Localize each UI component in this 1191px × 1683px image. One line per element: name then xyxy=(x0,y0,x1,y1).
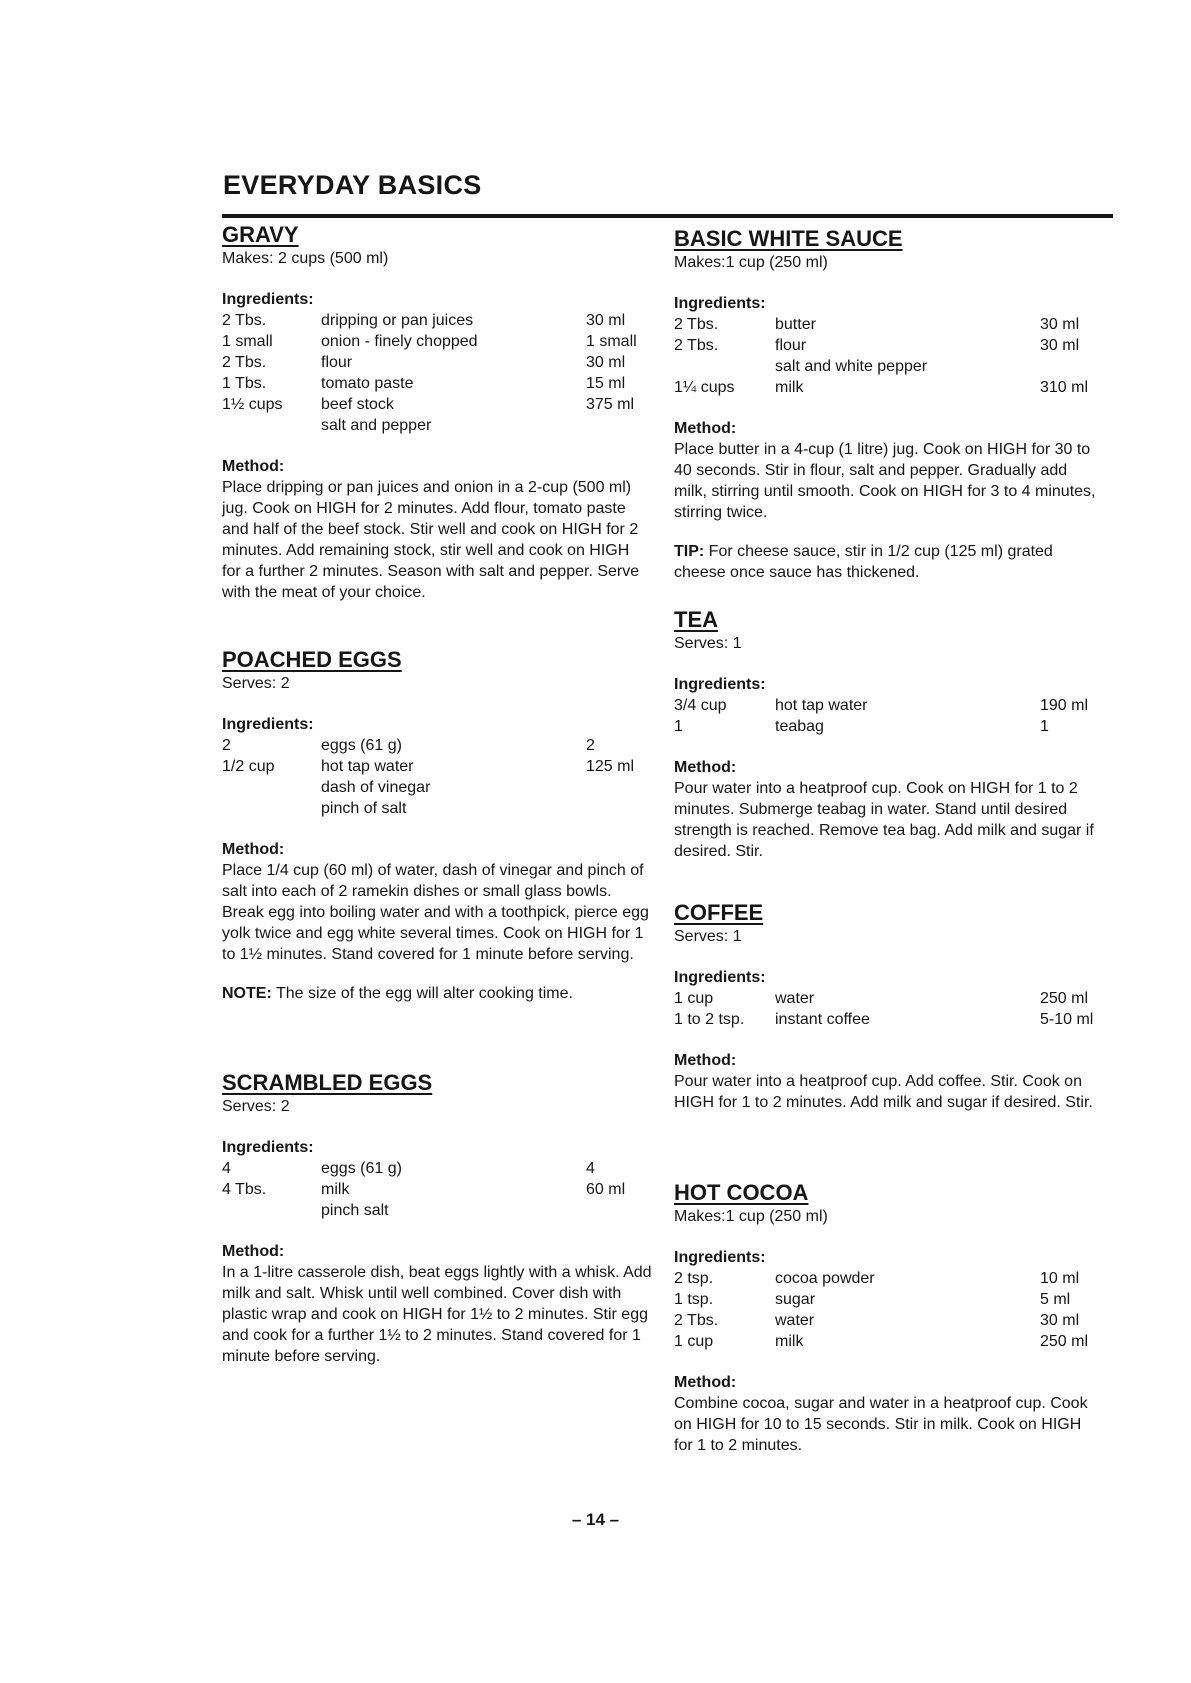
ingredient-item: pinch salt xyxy=(321,1202,389,1219)
ingredient-metric: 5 ml xyxy=(1040,1291,1071,1308)
ingredient-metric: 125 ml xyxy=(586,758,635,775)
ingredients-table xyxy=(674,314,1088,398)
ingredient-qty: 1 Tbs. xyxy=(222,375,267,392)
ingredient-item: onion - finely chopped xyxy=(321,333,478,350)
ingredient-row xyxy=(674,1331,1088,1352)
recipe-title: COFFEE xyxy=(674,900,764,925)
ingredient-row xyxy=(674,314,1088,335)
ingredient-row xyxy=(674,716,1088,737)
ingredient-row xyxy=(674,335,1088,356)
method-heading: Method: xyxy=(674,1052,737,1069)
method-text: Place butter in a 4-cup (1 litre) jug. Cook on HIGH for 30 to 40 seconds. Stir in flour, salt and pepper. Gradually add milk, stirring until smooth. Cook on HIGH for 3 to 4 minutes, stirring twice. xyxy=(674,441,1096,521)
recipe-title: GRAVY xyxy=(222,222,299,247)
ingredient-qty xyxy=(222,798,321,819)
ingredient-qty xyxy=(674,356,775,377)
ingredient-metric: 30 ml xyxy=(1040,1312,1080,1329)
note-label: NOTE: xyxy=(222,985,272,1002)
ingredient-row xyxy=(674,988,1093,1009)
ingredient-row xyxy=(674,377,1088,398)
method-heading: Method: xyxy=(222,841,285,858)
recipe-yield: Serves: 1 xyxy=(674,928,742,945)
ingredient-item: dash of vinegar xyxy=(321,779,431,796)
recipe-title: POACHED EGGS xyxy=(222,647,402,672)
recipe-title: SCRAMBLED EGGS xyxy=(222,1070,433,1095)
ingredient-row xyxy=(222,1158,625,1179)
ingredient-item: sugar xyxy=(775,1291,816,1308)
recipe-poached-eggs xyxy=(222,647,662,1004)
ingredient-qty: 1 small xyxy=(222,333,273,350)
ingredient-item: eggs (61 g) xyxy=(321,1160,402,1177)
ingredient-metric: 30 ml xyxy=(1040,316,1080,333)
ingredient-metric xyxy=(586,777,634,798)
ingredient-row xyxy=(222,331,637,352)
ingredient-item: salt and pepper xyxy=(321,417,432,434)
ingredient-qty: 3/4 cup xyxy=(674,697,727,714)
ingredients-table xyxy=(674,695,1088,737)
ingredient-row xyxy=(674,1310,1088,1331)
ingredient-qty: 2 Tbs. xyxy=(674,337,719,354)
note-text xyxy=(222,983,652,1004)
ingredient-item: salt and white pepper xyxy=(775,358,928,375)
ingredient-row xyxy=(222,777,634,798)
ingredient-metric: 5-10 ml xyxy=(1040,1011,1094,1028)
recipe-gravy xyxy=(222,222,662,603)
ingredient-item: teabag xyxy=(775,718,824,735)
ingredient-metric: 4 xyxy=(586,1160,595,1177)
ingredient-row xyxy=(674,356,1088,377)
ingredient-metric: 250 ml xyxy=(1040,990,1089,1007)
ingredient-row xyxy=(222,373,637,394)
ingredient-row xyxy=(222,394,637,415)
ingredient-item: milk xyxy=(775,379,804,396)
recipe-title: TEA xyxy=(674,607,718,632)
recipe-tea xyxy=(674,607,1114,862)
method-heading: Method: xyxy=(222,1243,285,1260)
tip-label: TIP: xyxy=(674,543,705,560)
ingredient-row xyxy=(222,310,637,331)
title-rule xyxy=(222,214,1113,218)
ingredients-heading: Ingredients: xyxy=(674,1249,766,1266)
recipe-yield: Makes:1 cup (250 ml) xyxy=(674,254,828,271)
ingredient-qty: 1 tsp. xyxy=(674,1291,714,1308)
note-body: The size of the egg will alter cooking time. xyxy=(271,985,573,1002)
recipe-yield: Makes: 2 cups (500 ml) xyxy=(222,250,389,267)
ingredient-row xyxy=(222,1179,625,1200)
ingredients-heading: Ingredients: xyxy=(674,969,766,986)
recipe-scrambled-eggs xyxy=(222,1070,662,1367)
ingredient-row xyxy=(222,735,634,756)
ingredient-item: butter xyxy=(775,316,816,333)
recipe-title: HOT COCOA xyxy=(674,1180,809,1205)
ingredient-row xyxy=(222,756,634,777)
method-heading: Method: xyxy=(674,420,737,437)
ingredient-row xyxy=(674,1268,1088,1289)
method-text: Pour water into a heatproof cup. Cook on HIGH for 1 to 2 minutes. Submerge teabag in water. Stand until desired strength is reached. Remove tea bag. Add milk and sugar if desired. Stir. xyxy=(674,780,1094,860)
method-text: Place dripping or pan juices and onion in a 2-cup (500 ml) jug. Cook on HIGH for 2 minutes. Add flour, tomato paste and half of the beef stock. Stir well and cook on HIGH for 2 minutes. Add remaining stock, stir well and cook on HIGH for a further 2 minutes. Season with salt and pepper. Serve with the meat of your choice. xyxy=(222,479,640,601)
ingredients-heading: Ingredients: xyxy=(222,291,314,308)
ingredients-table xyxy=(674,988,1093,1030)
page-title: EVERYDAY BASICS xyxy=(223,170,482,200)
recipe-yield: Serves: 2 xyxy=(222,1098,290,1115)
ingredients-heading: Ingredients: xyxy=(674,676,766,693)
ingredient-metric: 10 ml xyxy=(1040,1270,1080,1287)
ingredient-item: flour xyxy=(321,354,353,371)
ingredient-item: cocoa powder xyxy=(775,1270,875,1287)
ingredient-row xyxy=(674,695,1088,716)
ingredient-metric: 30 ml xyxy=(1040,337,1080,354)
ingredient-qty: 2 Tbs. xyxy=(674,1312,719,1329)
ingredient-metric: 15 ml xyxy=(586,375,626,392)
method-heading: Method: xyxy=(222,458,285,475)
recipe-yield: Serves: 2 xyxy=(222,675,290,692)
ingredient-qty: 1 cup xyxy=(674,1333,714,1350)
tip-text xyxy=(674,541,1104,583)
ingredient-qty: 4 Tbs. xyxy=(222,1181,267,1198)
ingredient-qty: 4 xyxy=(222,1160,231,1177)
ingredient-metric: 30 ml xyxy=(586,354,626,371)
ingredient-qty: 1 cup xyxy=(674,990,714,1007)
ingredient-item: hot tap water xyxy=(321,758,414,775)
ingredient-qty xyxy=(222,415,321,436)
ingredient-qty: 1½ cups xyxy=(222,396,283,413)
recipe-yield: Makes:1 cup (250 ml) xyxy=(674,1208,828,1225)
ingredient-item: eggs (61 g) xyxy=(321,737,402,754)
ingredient-qty: 1/2 cup xyxy=(222,758,275,775)
ingredients-table xyxy=(222,310,637,436)
ingredient-metric: 250 ml xyxy=(1040,1333,1089,1350)
ingredient-item: flour xyxy=(775,337,807,354)
ingredient-item: pinch of salt xyxy=(321,800,407,817)
ingredient-qty: 2 Tbs. xyxy=(222,312,267,329)
ingredient-item: beef stock xyxy=(321,396,394,413)
ingredient-qty: 2 tsp. xyxy=(674,1270,714,1287)
method-text: Place 1/4 cup (60 ml) of water, dash of vinegar and pinch of salt into each of 2 ramekin dishes or small glass bowls. Break egg into boiling water and with a toothpick, pierce egg yolk twice and egg white several times. Cook on HIGH for 1 to 1½ minutes. Stand covered for 1 minute before serving. xyxy=(222,862,649,963)
ingredient-metric: 1 xyxy=(1040,718,1049,735)
ingredient-item: milk xyxy=(321,1181,350,1198)
ingredient-metric: 2 xyxy=(586,737,595,754)
ingredient-qty: 2 Tbs. xyxy=(674,316,719,333)
ingredients-heading: Ingredients: xyxy=(222,1139,314,1156)
ingredient-metric xyxy=(1040,356,1088,377)
ingredient-row xyxy=(222,352,637,373)
ingredient-row xyxy=(222,1200,625,1221)
method-heading: Method: xyxy=(674,759,737,776)
ingredient-qty xyxy=(222,1200,321,1221)
ingredient-metric xyxy=(586,1200,625,1221)
recipe-basic-white-sauce xyxy=(674,226,1114,583)
ingredients-table xyxy=(674,1268,1088,1352)
ingredients-table xyxy=(222,1158,625,1221)
ingredient-row xyxy=(222,415,637,436)
tip-body: For cheese sauce, stir in 1/2 cup (125 ml) grated cheese once sauce has thickened. xyxy=(674,543,1053,581)
ingredient-metric: 310 ml xyxy=(1040,379,1089,396)
method-text: Pour water into a heatproof cup. Add coffee. Stir. Cook on HIGH for 1 to 2 minutes. Add milk and sugar if desired. Stir. xyxy=(674,1073,1093,1111)
ingredient-item: instant coffee xyxy=(775,1011,870,1028)
ingredient-item: tomato paste xyxy=(321,375,414,392)
ingredient-metric: 1 small xyxy=(586,333,637,350)
recipe-title: BASIC WHITE SAUCE xyxy=(674,226,903,251)
ingredient-qty: 1¼ cups xyxy=(674,379,735,396)
ingredient-metric: 375 ml xyxy=(586,396,635,413)
recipe-coffee xyxy=(674,900,1114,1113)
ingredient-row xyxy=(674,1289,1088,1310)
page-number: – 14 – xyxy=(571,1510,620,1529)
method-heading: Method: xyxy=(674,1374,737,1391)
ingredient-metric xyxy=(586,798,634,819)
ingredient-qty xyxy=(222,777,321,798)
ingredient-item: water xyxy=(775,1312,815,1329)
ingredient-row xyxy=(674,1009,1093,1030)
recipe-yield: Serves: 1 xyxy=(674,635,742,652)
ingredient-row xyxy=(222,798,634,819)
recipe-hot-cocoa xyxy=(674,1180,1114,1456)
method-text: In a 1-litre casserole dish, beat eggs lightly with a whisk. Add milk and salt. Whisk until well combined. Cover dish with plastic wrap and cook on HIGH for 1½ to 2 minutes. Stir egg and cook for a further 1½ to 2 minutes. Stand covered for 1 minute before serving. xyxy=(222,1264,652,1365)
method-text: Combine cocoa, sugar and water in a heatproof cup. Cook on HIGH for 10 to 15 seconds. Stir in milk. Cook on HIGH for 1 to 2 minutes. xyxy=(674,1395,1088,1454)
ingredient-item: dripping or pan juices xyxy=(321,312,474,329)
ingredient-qty: 1 xyxy=(674,718,683,735)
ingredient-item: hot tap water xyxy=(775,697,868,714)
ingredients-heading: Ingredients: xyxy=(222,716,314,733)
ingredient-metric: 30 ml xyxy=(586,312,626,329)
ingredient-qty: 1 to 2 tsp. xyxy=(674,1011,745,1028)
ingredients-heading: Ingredients: xyxy=(674,295,766,312)
ingredient-qty: 2 Tbs. xyxy=(222,354,267,371)
ingredient-metric: 190 ml xyxy=(1040,697,1089,714)
ingredient-item: water xyxy=(775,990,815,1007)
ingredient-metric xyxy=(586,415,637,436)
ingredient-metric: 60 ml xyxy=(586,1181,626,1198)
ingredient-item: milk xyxy=(775,1333,804,1350)
ingredients-table xyxy=(222,735,634,819)
ingredient-qty: 2 xyxy=(222,737,231,754)
